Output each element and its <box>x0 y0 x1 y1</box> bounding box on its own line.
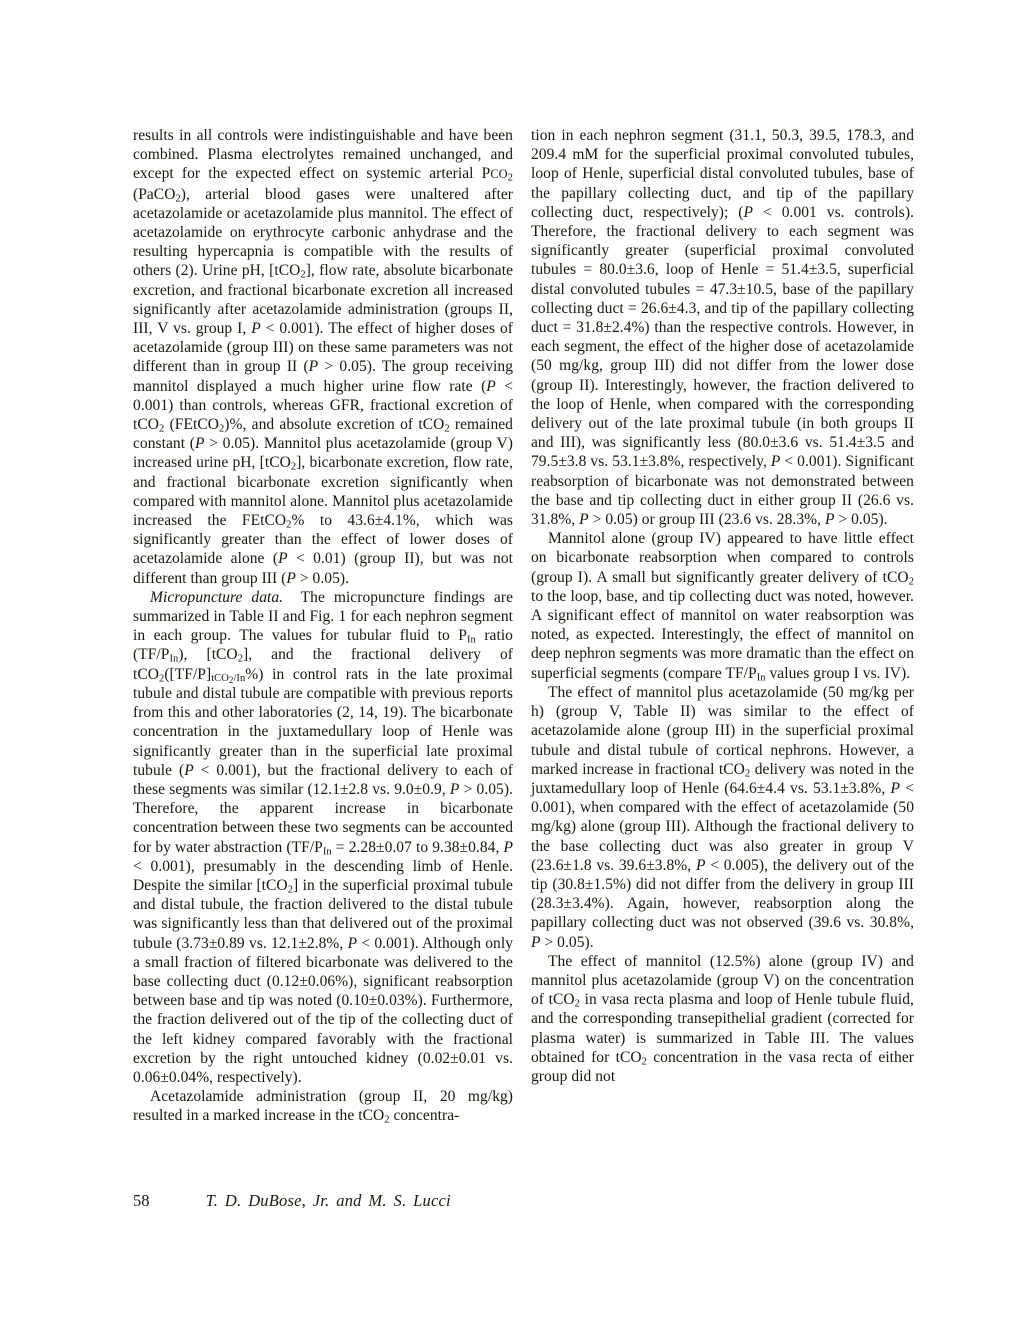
left-column-paragraph-1: results in all controls were indistinguishable and have been combined. Plasma electrolytes remained unchanged, and except for the expected effect on systemic arterial $PCO_2$ (PaCO$_2$), arterial blood gases were unaltered after acetazolamide or acetazolamide plus mannitol. The effect of acetazolamide on erythrocyte carbonic anhydrase and the resulting hypercapnia is compatible with the results of others (2). Urine pH, [tCO$_2$], flow rate, absolute bicarbonate excretion, and fractional bicarbonate excretion all increased significantly after acetazolamide administration (groups II, III, V vs. group I, P < 0.001). The effect of higher doses of acetazolamide (group III) on these same parameters was not different than in group II (P > 0.05). The group receiving mannitol displayed a much higher urine flow rate (P < 0.001) than controls, whereas GFR, fractional excretion of tCO$_2$ (FEtCO$_2$)%, and absolute excretion of tCO$_2$ remained constant (P > 0.05). Mannitol plus acetazolamide (group V) increased urine pH, [tCO$_2$], bicarbonate excretion, flow rate, and fractional bicarbonate excretion significantly when compared with mannitol alone. Mannitol plus acetazolamide increased the FEtCO$_2$% to 43.6±4.1%, which was significantly greater than the effect of lower doses of acetazolamide alone (P < 0.01) (group II), but was not different than group III (P > 0.05). <box>133 127 513 587</box>
right-column-paragraph-2-mannitol-alone: Mannitol alone (group IV) appeared to have little effect on bicarbonate reabsorption when compared to controls (group I). A small but significantly greater delivery of tCO$_2$ to the loop, base, and tip collecting duct was noted, however. A significant effect of mannitol on water reabsorption was noted, as expected. Interestingly, the effect of mannitol on deep nephron segments was more dramatic than the effect on superficial segments (compare $TF/P_{In}$ values group I vs. IV). <box>531 530 914 683</box>
right-column-paragraph-4-vasa-recta: The effect of mannitol (12.5%) alone (group IV) and mannitol plus acetazolamide (group V) on the concentration of tCO$_2$ in vasa recta plasma and loop of Henle tubule fluid, and the corresponding transepithelial gradient (corrected for plasma water) is summarized in Table III. The values obtained for tCO$_2$ concentration in the vasa recta of either group did not <box>531 952 914 1085</box>
page-number: 58 <box>133 1191 150 1210</box>
right-column-paragraph-1: tion in each nephron segment (31.1, 50.3, 39.5, 178.3, and 209.4 mM for the superficial proximal convoluted tubules, loop of Henle, superficial distal convoluted tubules, base of the papillary collecting duct, and tip of the papillary collecting duct, respectively); (P < 0.001 vs. controls). Therefore, the fractional delivery to each segment was significantly greater (superficial proximal convoluted tubules = 80.0±3.6, loop of Henle = 51.4±3.5, superficial distal convoluted tubules = 47.3±10.5, base of the papillary collecting duct = 26.6±4.3, and tip of the papillary collecting duct = 31.8±2.4%) than the respective controls. However, in each segment, the effect of the higher dose of acetazolamide (50 mg/kg, group III) did not differ from the lower dose (group II). Interestingly, however, the fraction delivered to the loop of Henle, when compared with the corresponding delivery out of the late proximal tubule (in both groups II and III), was significantly less (80.0±3.6 vs. 51.4±3.5 and 79.5±3.8 vs. 53.1±3.8%, respectively, P < 0.001). Significant reabsorption of bicarbonate was not demonstrated between the base and tip collecting duct in either group II (26.6 vs. 31.8%, P > 0.05) or group III (23.6 vs. 28.3%, P > 0.05). <box>531 127 914 529</box>
left-column-paragraph-3: Acetazolamide administration (group II, 20 mg/kg) resulted in a marked increase in the tCO$_2$ concentra- <box>133 1088 513 1126</box>
page-footer <box>133 1191 913 1211</box>
article-body <box>133 126 914 1126</box>
running-title-authors: T. D. DuBose, Jr. and M. S. Lucci <box>205 1191 451 1210</box>
left-column-paragraph-2-micropuncture-data: Micropuncture data. The micropuncture findings are summarized in Table II and Fig. 1 for each nephron segment in each group. The values for tubular fluid to $P_{In}$ ratio $(TF/P_{In})$, [tCO$_2$], and the fractional delivery of $tCO_2([TF/P]_{tCO_2/In}\%)$ in control rats in the late proximal tubule and distal tubule are compatible with previous reports from this and other laboratories (2, 14, 19). The bicarbonate concentration in the juxtamedullary loop of Henle was significantly greater than in the superficial late proximal tubule (P < 0.001), but the fractional delivery to each of these segments was similar (12.1±2.8 vs. 9.0±0.9, P > 0.05). Therefore, the apparent increase in bicarbonate concentration between these two segments can be accounted for by water abstraction ($TF/P_{In} = 2.28\pm 0.07$ to 9.38±0.84, P < 0.001), presumably in the descending limb of Henle. Despite the similar [tCO$_2$] in the superficial proximal tubule and distal tubule, the fraction delivered to the distal tubule was significantly less than that delivered out of the proximal tubule (3.73±0.89 vs. 12.1±2.8%, P < 0.001). Although only a small fraction of filtered bicarbonate was delivered to the base collecting duct (0.12±0.06%), significant reabsorption between base and tip was noted (0.10±0.03%). Furthermore, the fraction delivered out of the tip of the collecting duct of the left kidney compared favorably with the fractional excretion by the right untouched kidney (0.02±0.01 vs. 0.06±0.04%, respectively). <box>133 588 513 1086</box>
right-column-paragraph-3-mannitol-plus-acetazolamide: The effect of mannitol plus acetazolamide (50 mg/kg per h) (group V, Table II) was similar to the effect of acetazolamide alone (group III) in the superficial proximal tubule and distal tubule of cortical nephrons. However, a marked increase in fractional tCO$_2$ delivery was noted in the juxtamedullary loop of Henle (64.6±4.4 vs. 53.1±3.8%, P < 0.001), when compared with the effect of acetazolamide (50 mg/kg) alone (group III). Although the fractional delivery to the base collecting duct was also greater in group V (23.6±1.8 vs. 39.6±3.8%, P < 0.005), the delivery out of the tip (30.8±1.5%) did not differ from the delivery in group III (28.3±3.4%). Again, however, reabsorption along the papillary collecting duct was not observed (39.6 vs. 30.8%, P > 0.05). <box>531 683 915 951</box>
right-column <box>531 126 914 1126</box>
left-column <box>133 126 513 1126</box>
